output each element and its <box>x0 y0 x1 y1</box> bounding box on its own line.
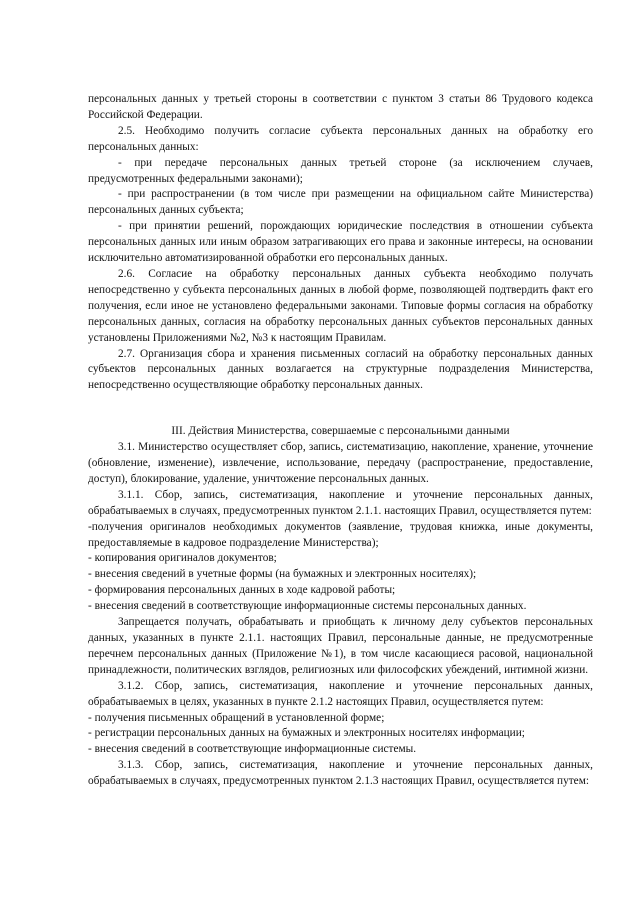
list-item-registration: - регистрации персональных данных на бумажных и электронных носителях информации; <box>88 727 525 740</box>
document-page <box>88 92 593 790</box>
list-item-hr-work: - формирования персональных данных в ходе кадровой работы; <box>88 584 396 597</box>
list-item-decisions: - при принятии решений, порождающих юридические последствия в отношении субъекта персональных данных или иным образом затрагивающих его права и законные интересы, на основании исключительно автоматизированной обработки его персональных данных. <box>88 220 593 265</box>
paragraph-2-7: 2.7. Организация сбора и хранения письменных согласий на обработку персональных данных субъектов персональных данных возлагается на структурные подразделения Министерства, непосредственно осуществляющие обработку персональных данных. <box>88 347 593 392</box>
list-item-distribution: - при распространении (в том числе при размещении на официальном сайте Министерства) персональных данных субъекта; <box>88 188 593 217</box>
list-item-transfer: - при передаче персональных данных третьей стороне (за исключением случаев, предусмотренных федеральными законами); <box>88 156 593 185</box>
list-item-forms: - внесения сведений в учетные формы (на бумажных и электронных носителях); <box>88 568 477 581</box>
section-heading-iii: III. Действия Министерства, совершаемые с персональными данными <box>171 425 510 438</box>
paragraph-prohibition: Запрещается получать, обрабатывать и приобщать к личному делу субъектов персональных данных, указанных в пункте 2.1.1. настоящих Правил, персональные данные, не предусмотренные перечнем персональных данных (Приложение №1), в том числе касающиеся расовой, национальной принадлежности, политических взглядов, религиозных или философских убеждений, интимной жизни. <box>88 616 593 676</box>
list-item-info-systems-2: - внесения сведений в соответствующие информационные системы. <box>88 743 417 756</box>
list-item-copying: - копирования оригиналов документов; <box>88 552 277 565</box>
paragraph-3-1-2: 3.1.2. Сбор, запись, систематизация, накопление и уточнение персональных данных, обрабатываемых в целях, указанных в пункте 2.1.2 настоящих Правил, осуществляется путем: <box>88 679 593 708</box>
paragraph-continuation: персональных данных у третьей стороны в соответствии с пунктом 3 статьи 86 Трудового кодекса Российской Федерации. <box>88 93 593 121</box>
paragraph-3-1-3: 3.1.3. Сбор, запись, систематизация, накопление и уточнение персональных данных, обрабатываемых в случаях, предусмотренных пунктом 2.1.3 настоящих Правил, осуществляется путем: <box>88 759 593 788</box>
paragraph-3-1-1: 3.1.1. Сбор, запись, систематизация, накопление и уточнение персональных данных, обрабатываемых в случаях, предусмотренных пунктом 2.1.1. настоящих Правил, осуществляется путем: <box>88 488 593 517</box>
paragraph-2-5: 2.5. Необходимо получить согласие субъекта персональных данных на обработку его персональных данных: <box>88 124 593 153</box>
list-item-info-systems: - внесения сведений в соответствующие информационные системы персональных данных. <box>88 600 527 613</box>
list-item-originals: -получения оригиналов необходимых документов (заявление, трудовая книжка, иные документы, предоставляемые в кадровое подразделение Министерства); <box>88 520 593 549</box>
list-item-written-requests: - получения письменных обращений в установленной форме; <box>88 711 385 724</box>
paragraph-3-1: 3.1. Министерство осуществляет сбор, запись, систематизацию, накопление, хранение, уточнение (обновление, изменение), извлечение, использование, передачу (распространение, предоставление, доступ), блокирование, удаление, уничтожение персональных данных. <box>88 441 593 485</box>
paragraph-2-6: 2.6. Согласие на обработку персональных данных субъекта необходимо получать непосредственно у субъекта персональных данных в любой форме, позволяющей подтвердить факт его получения, если иное не установлено федеральными законами. Типовые формы согласия на обработку персональных данных, согласия на обработку персональных данных субъектов персональных данных установлены Приложениями №2, №3 к настоящим Правилам. <box>88 267 593 344</box>
